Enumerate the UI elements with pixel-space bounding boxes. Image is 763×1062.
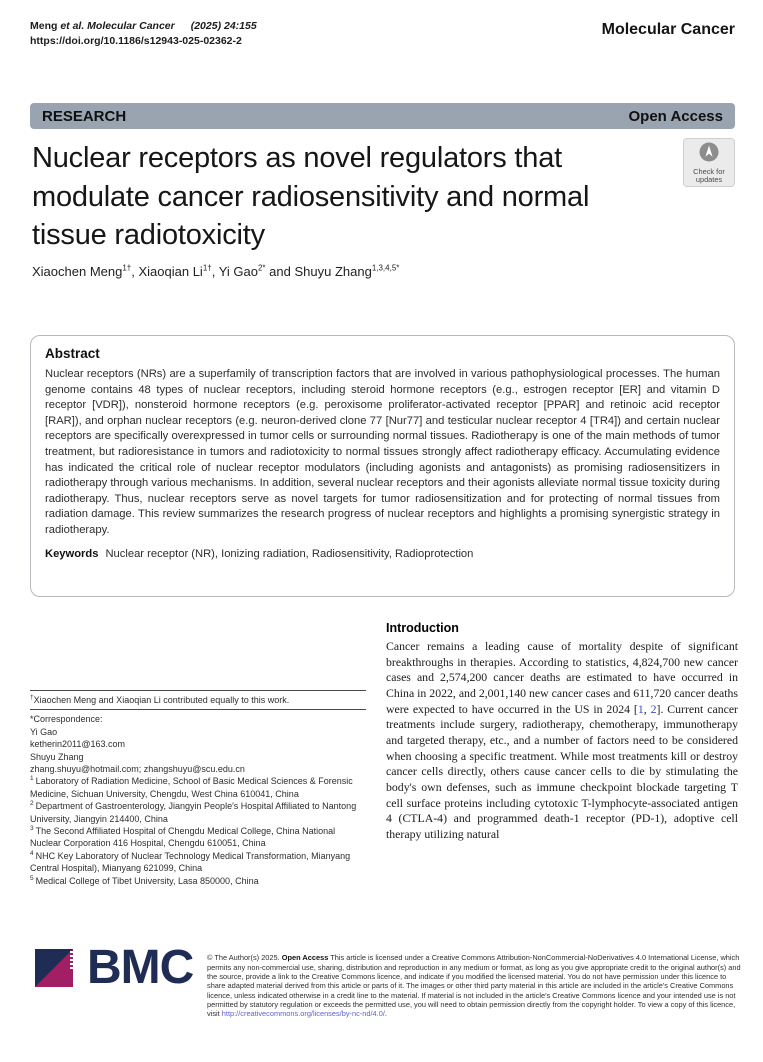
affiliation-text: Department of Gastroenterology, Jiangyin People's Hospital Affiliated to Nantong University, Jiangyin 214400, China bbox=[30, 801, 357, 824]
journal-name: Molecular Cancer bbox=[601, 21, 735, 38]
correspondence-label: *Correspondence: bbox=[30, 714, 103, 725]
article-type-bar bbox=[30, 103, 735, 129]
equal-contribution-text: Xiaochen Meng and Xiaoqian Li contributed equally to this work. bbox=[33, 695, 290, 705]
bmc-logo-icon bbox=[35, 949, 73, 987]
crossmark-icon bbox=[699, 142, 719, 162]
author-affil-marker: 1† bbox=[122, 263, 132, 273]
running-head bbox=[30, 19, 257, 48]
affiliation-item bbox=[30, 850, 366, 875]
intro-text-part: Cancer remains a leading cause of mortality despite of significant breakthroughs in therapies. According to statistics, 4,824,700 new cancer cases and 2,574,200 cancer deaths are estimated to have occurred in China in 2022, and 2,001,140 new cancer cases and 611,720 cancer deaths were expected to have occurred in the US in 2024 [ bbox=[386, 639, 738, 716]
correspondence-email[interactable]: zhang.shuyu@hotmail.com; zhangshuyu@scu.edu.cn bbox=[30, 764, 245, 775]
affiliation-number: 1 bbox=[30, 775, 34, 783]
affiliation-text: NHC Key Laboratory of Nuclear Technology Medical Transformation, Mianyang Central Hospital), Mianyang 621099, China bbox=[30, 850, 351, 874]
introduction-heading: Introduction bbox=[386, 621, 459, 635]
citation-ref-1[interactable]: 1 bbox=[637, 701, 644, 716]
correspondence-email[interactable]: ketherin2011@163.com bbox=[30, 739, 126, 750]
citation-volume: (2025) 24:155 bbox=[190, 20, 257, 32]
citation-journal: et al. Molecular Cancer bbox=[57, 20, 175, 32]
footnote-divider bbox=[30, 690, 366, 691]
correspondence-name: Yi Gao bbox=[30, 726, 58, 737]
open-access-label: Open Access bbox=[628, 107, 723, 125]
citation-ref-2[interactable]: 2 bbox=[650, 701, 657, 716]
check-for-updates-badge[interactable] bbox=[683, 138, 735, 187]
article-type-label: RESEARCH bbox=[42, 107, 127, 125]
check-badge-line1: Check for bbox=[693, 167, 725, 176]
keywords-label: Keywords bbox=[45, 547, 99, 560]
affiliation-number: 5 bbox=[30, 874, 34, 882]
author-name: Yi Gao bbox=[218, 264, 258, 279]
abstract-box bbox=[30, 335, 735, 597]
abstract-heading: Abstract bbox=[45, 346, 100, 361]
author-affil-marker: 2* bbox=[257, 263, 266, 273]
citation-line bbox=[30, 19, 257, 34]
affiliation-item bbox=[30, 875, 366, 887]
affiliation-text: The Second Affiliated Hospital of Chengdu Medical College, China National Nuclear Corporation 416 Hospital, Chengdu 610051, China bbox=[30, 826, 336, 849]
citation-author: Meng bbox=[30, 20, 58, 32]
author-affil-marker: 1† bbox=[202, 263, 212, 273]
author-separator: , bbox=[131, 264, 139, 279]
affiliation-number: 4 bbox=[30, 849, 34, 857]
license-period: . bbox=[384, 1009, 387, 1019]
introduction-column bbox=[386, 621, 738, 843]
affiliation-text: Medical College of Tibet University, Lasa 850000, China bbox=[35, 875, 259, 886]
publisher-logo bbox=[35, 941, 194, 994]
license-text bbox=[207, 953, 745, 1018]
creative-commons-link[interactable]: http://creativecommons.org/licenses/by-nc-nd/4.0/ bbox=[221, 1009, 385, 1019]
author-name: Xiaochen Meng bbox=[32, 264, 123, 279]
correspondence-name: Shuyu Zhang bbox=[30, 751, 84, 762]
author-affil-marker: 1,3,4,5* bbox=[371, 263, 400, 273]
introduction-text bbox=[386, 639, 738, 843]
keywords-text: Nuclear receptor (NR), Ionizing radiation, Radiosensitivity, Radioprotection bbox=[105, 547, 474, 560]
equal-contribution-note bbox=[30, 694, 366, 706]
affiliation-number: 2 bbox=[30, 800, 34, 808]
abstract-text: Nuclear receptors (NRs) are a superfamily of transcription factors that are involved in various pathophysiological processes. The human genome contains 48 types of nuclear receptors, including steroid hormone receptors (e.g., estrogen receptor [ER] and vitamin D receptor [VDR]), nonsteroid hormone receptors (e.g. peroxisome proliferator-activated receptor [PPAR] and retinoic acid receptor [RAR]), and orphan nuclear receptors (e.g. neuron-derived clone 77 [Nur77] and testicular nuclear receptor 4 [TR4]) and certain nuclear receptors are specifically overexpressed in tumor cells or surrounding normal tissues. Radiotherapy is one of the main methods of tumor treatment, but radioresistance in tumors and radiotoxicity to normal tissues strongly affect radiotherapy efficacy. Accumulating evidence has indicated the critical role of nuclear receptor modulators (including agonists and antagonists) as promising radiosensitizers in radiotherapy through various mechanisms. In addition, several nuclear receptors and their agonists alleviate normal tissue toxicity during radiotherapy. Thus, nuclear receptors serve as novel targets for tumor radiosensitization and for protecting of normal tissues from radiation damage. This review summarizes the research progress of nuclear receptors and highlights a promising synergistic strategy in radiotherapy. bbox=[45, 368, 720, 536]
affiliation-number: 3 bbox=[30, 825, 34, 833]
footnote-column bbox=[30, 690, 366, 887]
license-open-access-label: Open Access bbox=[281, 953, 329, 963]
author-name: Shuyu Zhang bbox=[294, 264, 372, 279]
author-name: Xiaoqian Li bbox=[138, 264, 203, 279]
bmc-logo-text: BMC bbox=[87, 941, 194, 994]
affiliation-text: Laboratory of Radiation Medicine, School of Basic Medical Sciences & Forensic Medicine, Sichuan University, Chengdu, West China 610041, China bbox=[30, 776, 353, 799]
citation-separator: , bbox=[643, 701, 651, 716]
affiliation-item bbox=[30, 825, 366, 850]
affiliation-item bbox=[30, 775, 366, 800]
license-body: This article is licensed under a Creative Commons Attribution-NonCommercial-NoDerivatives 4.0 International License, which permits any non-commercial use, sharing, distribution and reproduction in any medium or format, as long as you give appropriate credit to the original author(s) and the source, provide a link to the Creative Commons licence, and indicate if you modified the licensed material. You do not have permission under this licence to share adapted material derived from this article or parts of it. The images or other third party material in this article are included in the article's Creative Commons licence, unless indicated otherwise in a credit line to the material. If material is not included in the article's Creative Commons licence and your intended use is not permitted by statutory regulation or exceeds the permitted use, you will need to obtain permission directly from the copyright holder. To view a copy of this licence, visit bbox=[207, 953, 741, 1019]
license-copyright: © The Author(s) 2025. bbox=[207, 953, 282, 963]
author-separator: and bbox=[265, 264, 295, 279]
intro-text-part: ]. Current cancer treatments include surgery, radiotherapy, chemotherapy, immunotherapy and targeted therapy, etc., and a number of factors need to be considered when choosing a specific treatment. While most treatments kill or destroy cancer cells directly, others cause cancer cells to die by stimulating the body's own defenses, such as immune checkpoint blockade targeting T cell surface proteins including cytotoxic T-lymphocyte-associated antigen 4 (CTLA-4) and programmed death-1 receptor (PD-1), adoptive cell therapy utilizing natural bbox=[386, 701, 738, 841]
article-title: Nuclear receptors as novel regulators that modulate cancer radiosensitivity and normal tissue radiotoxicity bbox=[32, 142, 590, 251]
doi-link[interactable]: https://doi.org/10.1186/s12943-025-02362-2 bbox=[30, 34, 242, 47]
author-list bbox=[32, 264, 399, 279]
footnote-divider bbox=[30, 709, 366, 710]
affiliation-item bbox=[30, 800, 366, 825]
dagger-marker: † bbox=[30, 694, 34, 701]
check-badge-line2: updates bbox=[695, 175, 723, 184]
author-separator: , bbox=[211, 264, 219, 279]
keywords-line bbox=[45, 548, 720, 560]
